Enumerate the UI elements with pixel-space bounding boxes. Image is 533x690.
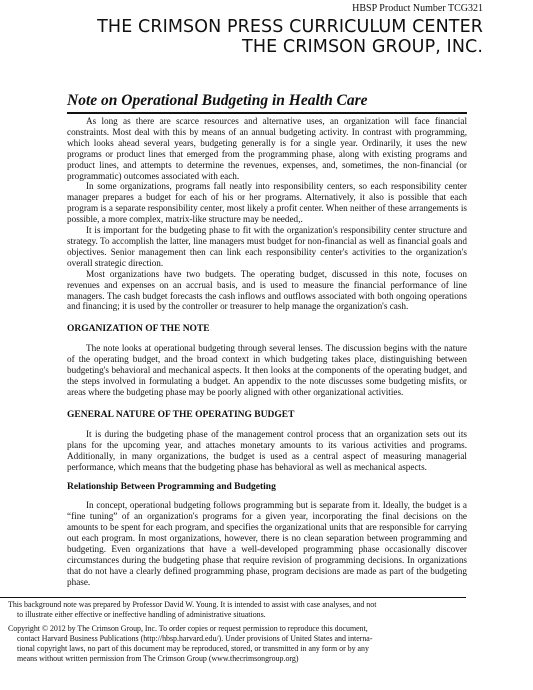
- intro-paragraph-1: As long as there are scarce resources and alternative uses, an organization will face financial constraints. Most deal with this by means of an annual budgeting activity. In contrast with programming, which looks ahead several years, budgeting generally is for a single year. Ordinarily, it uses the new programs or product lines that emerged from the programming phase, along with existing programs and product lines, and attempts to determine the revenues, expenses, and, sometimes, the non-financial (or programmatic) outcomes associated with each.: [67, 116, 467, 181]
- masthead-line-2: THE CRIMSON GROUP, INC.: [242, 37, 483, 57]
- footer-rule: [0, 597, 466, 598]
- footer: [0, 600, 466, 665]
- section-paragraph-general-nature: It is during the budgeting phase of the management control process that an organization sets out its plans for the upcoming year, and attaches monetary amounts to its various activities and programs. Additionally, in many organizations, the budget is used as a central aspect of measuring managerial performance, which means that the budgeting phase has behavioral as well as mechanical aspects.: [67, 428, 467, 472]
- document-title: Note on Operational Budgeting in Health Care: [67, 92, 368, 109]
- document-body: [67, 116, 467, 588]
- intro-paragraph-3: It is important for the budgeting phase to fit with the organization's responsibility center structure and strategy. To accomplish the latter, line managers must budget for non-financial as well as financial goals and objectives. Senior management then can link each responsibility center's activities to the organization's overall strategic direction.: [67, 225, 467, 268]
- intro-paragraph-2: In some organizations, programs fall neatly into responsibility centers, so each responsibility center manager prepares a budget for each of his or her programs. Alternatively, it also is possible that each program is a separate responsibility center, most likely a profit center. When neither of these arrangements is possible, a more complex, matrix-like structure may be needed,.: [67, 181, 467, 225]
- masthead-line-1: THE CRIMSON PRESS CURRICULUM CENTER: [97, 17, 483, 37]
- masthead: [97, 17, 483, 57]
- subsection-heading-programming: Relationship Between Programming and Budgeting: [67, 482, 276, 493]
- product-number: HBSP Product Number TCG321: [352, 3, 483, 14]
- subsection-paragraph-programming: In concept, operational budgeting follows programming but is separate from it. Ideally, the budget is a “fine tuning” of an organization's programs for a given year, incorporating the final decisions on the amounts to be spent for each program, and specifies the organizational units that are responsible for carrying out each program. In most organizations, however, there is no clean separation between programming and budgeting. Even organizations that have a well-developed programming phase occasionally discover circumstances during the budgeting phase that require revision of programming decisions. In organizations that do not have a clearly defined programming phase, program decisions are made as part of the budgeting phase.: [67, 500, 467, 587]
- intro-paragraph-4: Most organizations have two budgets. The operating budget, discussed in this note, focuses on revenues and expenses on an accrual basis, and is used to measure the financial performance of line managers. The cash budget forecasts the cash inflows and outflows associated with both ongoing operations and financing; it is used by the controller or treasurer to help manage the organization's cash.: [67, 268, 467, 312]
- footer-copyright-line-4: means without written permission from The Crimson Group (www.thecrimsongroup.org): [17, 654, 299, 664]
- footer-copyright-line-3: tional copyright laws, no part of this document may be reproduced, stored, or transmitted in any form or by any: [17, 644, 369, 654]
- section-heading-organization: ORGANIZATION OF THE NOTE: [67, 324, 210, 335]
- footer-copyright-line-2: contact Harvard Business Publications (http://hbsp.harvard.edu/). Under provisions of United States and interna-: [17, 633, 373, 643]
- footer-copyright-line-1: Copyright © 2012 by The Crimson Group, Inc. To order copies or request permission to reproduce this document,: [8, 623, 368, 633]
- footer-note-line-2: to illustrate either effective or ineffective handling of administrative situations.: [17, 610, 266, 620]
- section-heading-general-nature: GENERAL NATURE OF THE OPERATING BUDGET: [67, 409, 295, 420]
- footer-note-line-1: This background note was prepared by Professor David W. Young. It is intended to assist with case analyses, and not: [8, 600, 377, 609]
- section-paragraph-organization: The note looks at operational budgeting through several lenses. The discussion begins with the nature of the operating budget, and the broad context in which budgeting takes place, distinguishing between budgeting's behavioral and mechanical aspects. It then looks at the components of the operating budget, and the steps involved in formulating a budget. An appendix to the note discusses some budgeting misfits, or areas where the budgeting phase may be poorly aligned with other organizational activities.: [67, 343, 467, 397]
- title-rule: [67, 112, 467, 114]
